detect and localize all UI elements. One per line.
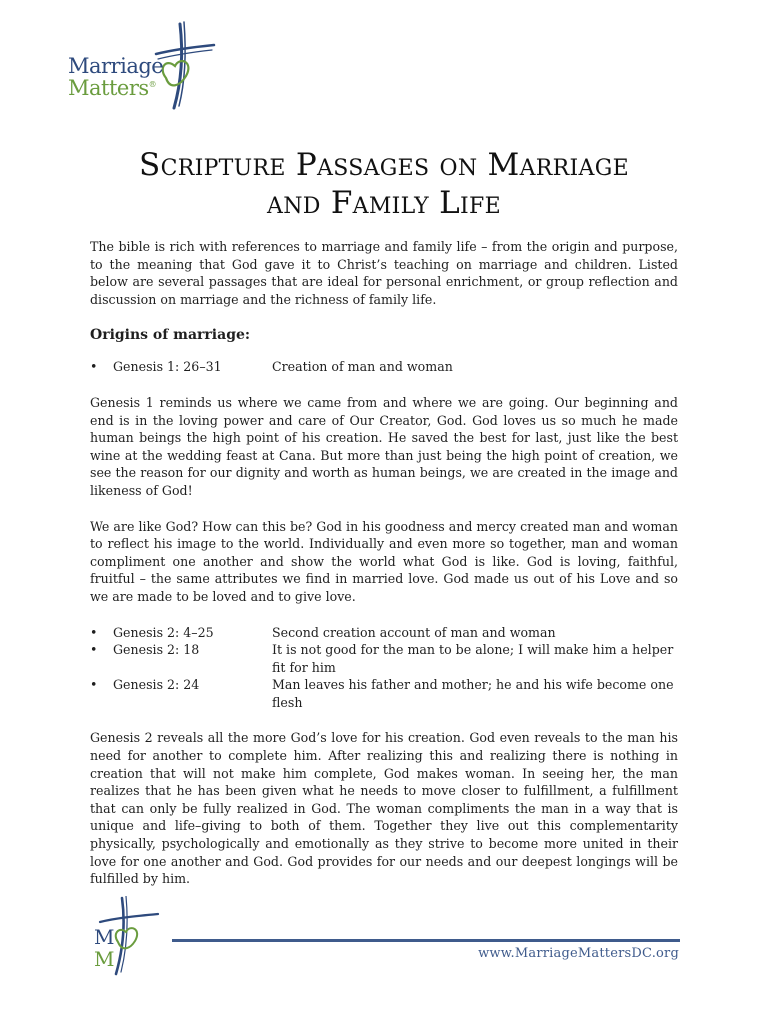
logo-wordmark-line1: Marriage bbox=[68, 54, 164, 78]
genesis-1-reflection: Genesis 1 reminds us where we came from and where we are going. Our beginning and end is in the loving power and care of Our Creator, God. God loves us so much he made human beings the high point of his creation. He saved the best for last, just like the best wine at the wedding feast at Cana. But more than just being the high point of creation, we see the reason for our dignity and worth as human beings, we are created in the image and likeness of God! bbox=[90, 394, 678, 498]
intro-paragraph: The bible is rich with references to marriage and family life – from the origin and purpose, to the meaning that God gave it to Christ’s teaching on marriage and children. Listed below are several passages that are ideal for personal enrichment, or group reflection and discussion on marriage and the richness of family life. bbox=[90, 239, 678, 307]
logo-wordmark-line2: Matters® bbox=[68, 76, 157, 100]
passage-reference: Genesis 2: 4–25 bbox=[113, 624, 214, 640]
passage-description: Man leaves his father and mother; he and his wife become one flesh bbox=[272, 677, 674, 710]
bullet-icon: • bbox=[90, 359, 98, 375]
genesis-2-reflection: Genesis 2 reveals all the more God’s love for his creation. God even reveals to the man his need for another to complete him. After realizing this and realizing there is nothing in creation that will not make him complete, God makes woman. In seeing her, the man realizes that he has been given what he needs to move closer to fulfillment, a fulfillment that can only be fully realized in God. The woman compliments the man in a way that is unique and life–giving to both of them. Together they live out this complementarity physically, psychologically and emotionally as they strive to become more united in their love for one another and God. God provides for our needs and our deepest longings will be fulfilled by him. bbox=[90, 730, 678, 887]
passage-list-genesis-2 bbox=[90, 624, 678, 712]
bullet-icon: • bbox=[90, 624, 98, 640]
marriage-matters-logo bbox=[62, 20, 222, 112]
title-line-1: Scripture Passages on Marriage bbox=[139, 147, 629, 183]
passage-reference: Genesis 1: 26–31 bbox=[113, 359, 222, 375]
list-item bbox=[90, 676, 678, 711]
passage-reference: Genesis 2: 24 bbox=[113, 677, 200, 693]
footer-monogram-logo bbox=[82, 896, 162, 976]
passage-description: Creation of man and woman bbox=[272, 359, 453, 375]
monogram-top-letter: M bbox=[94, 925, 115, 949]
passage-description: It is not good for the man to be alone; I will make him a helper fit for him bbox=[272, 642, 674, 675]
passage-description: Second creation account of man and woman bbox=[272, 624, 556, 640]
document-body bbox=[90, 238, 678, 888]
passage-list-genesis-1 bbox=[90, 358, 678, 376]
bullet-icon: • bbox=[90, 642, 98, 658]
list-item bbox=[90, 358, 678, 376]
page-title bbox=[60, 146, 708, 222]
bullet-icon: • bbox=[90, 677, 98, 693]
title-line-2: and Family Life bbox=[267, 185, 501, 221]
list-item bbox=[90, 641, 678, 676]
section-heading-origins: Origins of marriage: bbox=[90, 327, 251, 344]
cross-monogram-icon bbox=[82, 896, 162, 976]
monogram-bottom-letter: M bbox=[94, 947, 115, 971]
footer-website-url: www.MarriageMattersDC.org bbox=[478, 946, 679, 961]
likeness-reflection: We are like God? How can this be? God in his goodness and mercy created man and woman to reflect his image to the world. Individually and even more so together, man and woman compliment one another and show the world what God is like. God is loving, faithful, fruitful – the same attributes we find in married love. God made us out of his Love and so we are made to be loved and to give love. bbox=[90, 518, 678, 604]
registered-mark: ® bbox=[148, 80, 157, 89]
footer-divider bbox=[172, 939, 680, 942]
list-item bbox=[90, 624, 678, 642]
passage-reference: Genesis 2: 18 bbox=[113, 642, 200, 658]
